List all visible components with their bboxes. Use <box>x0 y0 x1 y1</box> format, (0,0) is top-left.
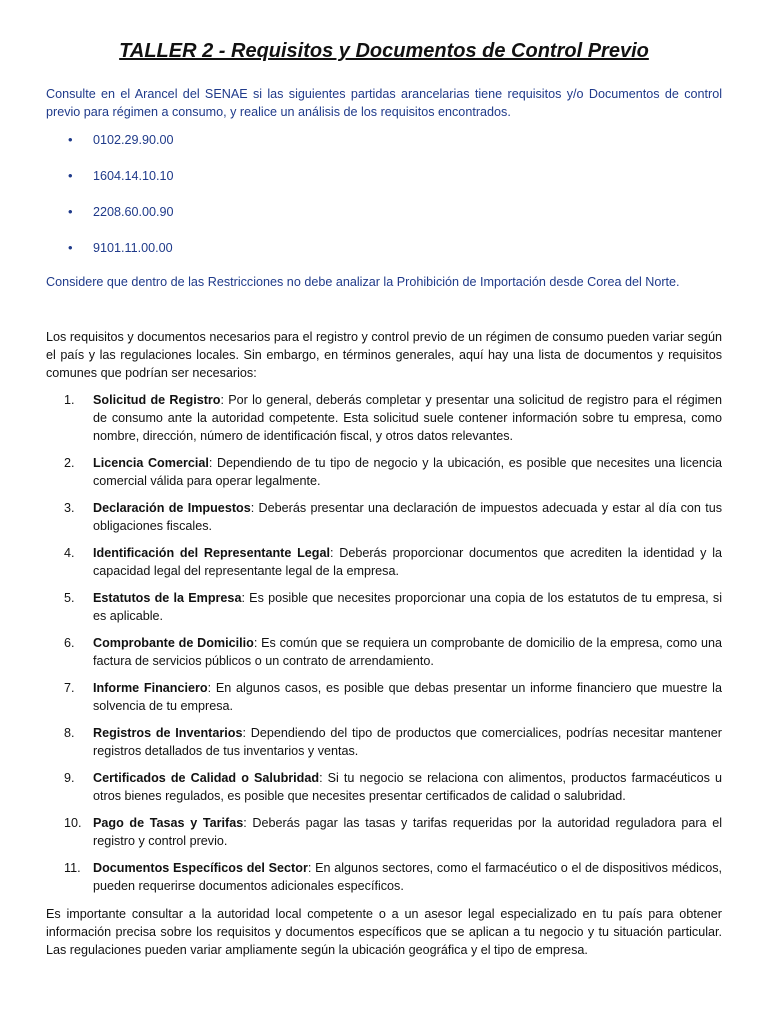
item-term: Estatutos de la Empresa <box>93 591 242 605</box>
list-item <box>46 499 722 535</box>
item-number: 9. <box>64 771 75 785</box>
item-description: : En algunos casos, es posible que debas presentar un informe financiero que muestre la solvencia de tu empresa. <box>93 681 722 713</box>
list-item <box>46 544 722 580</box>
list-item <box>46 589 722 625</box>
item-description: : Dependiendo de tu tipo de negocio y la ubicación, es posible que necesites una licencia comercial válida para operar legalmente. <box>93 456 722 488</box>
item-term: Certificados de Calidad o Salubridad <box>93 771 320 785</box>
item-description: : En algunos sectores, como el farmacéutico o el de dispositivos médicos, pueden requerirse documentos adicionales específicos. <box>93 861 722 893</box>
item-description: : Deberás proporcionar documentos que acrediten la identidad y la capacidad legal del representante legal de la empresa. <box>93 546 722 578</box>
list-item <box>46 814 722 850</box>
item-description: : Es común que se requiera un comprobante de domicilio de la empresa, como una factura de servicios públicos o un contrato de arrendamiento. <box>93 636 722 668</box>
list-item <box>46 724 722 760</box>
item-number: 6. <box>64 636 75 650</box>
item-number: 1. <box>64 393 75 407</box>
list-item <box>46 859 722 895</box>
item-number: 4. <box>64 546 75 560</box>
item-number: 7. <box>64 681 75 695</box>
item-number: 8. <box>64 726 75 740</box>
item-term: Declaración de Impuestos <box>93 501 251 515</box>
list-item <box>46 239 722 275</box>
item-number: 3. <box>64 501 75 515</box>
item-description: : Deberás presentar una declaración de impuestos adecuada y estar al día con tus obligaciones fiscales. <box>93 501 722 533</box>
item-term: Licencia Comercial <box>93 456 209 470</box>
closing-paragraph: Es importante consultar a la autoridad local competente o a un asesor legal especializado en tu país para obtener información precisa sobre los requisitos y documentos específicos que se aplican a tu negocio y tu situación particular. Las regulaciones pueden variar ampliamente según la ubicación geográfica y el tipo de empresa. <box>46 907 722 957</box>
item-term: Comprobante de Domicilio <box>93 636 254 650</box>
bullet-icon: • <box>68 168 73 183</box>
list-item <box>46 454 722 490</box>
tariff-code: 9101.11.00.00 <box>93 241 173 255</box>
restriction-note: Considere que dentro de las Restricciones no debe analizar la Prohibición de Importación desde Corea del Norte. <box>46 275 680 289</box>
item-number: 10. <box>64 816 82 830</box>
list-item <box>46 167 722 203</box>
bullet-icon: • <box>68 240 73 255</box>
item-number: 11. <box>64 861 81 875</box>
bullet-icon: • <box>68 132 73 147</box>
requirements-intro: Los requisitos y documentos necesarios para el registro y control previo de un régimen de consumo pueden variar según el país y las regulaciones locales. Sin embargo, en términos generales, aquí hay una lista de documentos y requisitos comunes que podrían ser necesarios: <box>46 330 722 380</box>
tariff-code: 1604.14.10.10 <box>93 169 174 183</box>
item-description: : Dependiendo del tipo de productos que comercialices, podrías necesitar mantener registros detallados de tus inventarios y ventas. <box>93 726 722 758</box>
list-item <box>46 634 722 670</box>
item-term: Registros de Inventarios <box>93 726 243 740</box>
list-item <box>46 391 722 445</box>
item-term: Pago de Tasas y Tarifas <box>93 816 244 830</box>
item-number: 2. <box>64 456 75 470</box>
item-term: Informe Financiero <box>93 681 208 695</box>
item-number: 5. <box>64 591 75 605</box>
tariff-code-list <box>46 131 722 275</box>
item-description: : Por lo general, deberás completar y presentar una solicitud de registro para el régimen de consumo ante la autoridad competente. Esta solicitud suele contener información sobre tu empresa, como nombre, dirección, número de identificación fiscal, y otros datos relevantes. <box>93 393 722 443</box>
bullet-icon: • <box>68 204 73 219</box>
page-title: TALLER 2 - Requisitos y Documentos de Control Previo <box>119 40 649 62</box>
item-term: Identificación del Representante Legal <box>93 546 330 560</box>
requirements-list <box>46 391 722 904</box>
item-description: : Si tu negocio se relaciona con alimentos, productos farmacéuticos u otros bienes regulados, es posible que necesites presentar certificados de calidad o salubridad. <box>93 771 722 803</box>
list-item <box>46 769 722 805</box>
list-item <box>46 679 722 715</box>
item-description: : Es posible que necesites proporcionar una copia de los estatutos de tu empresa, si es aplicable. <box>93 591 722 623</box>
intro-paragraph: Consulte en el Arancel del SENAE si las siguientes partidas arancelarias tiene requisitos y/o Documentos de control previo para régimen a consumo, y realice un análisis de los requisitos encontrados. <box>46 87 722 119</box>
list-item <box>46 203 722 239</box>
item-description: : Deberás pagar las tasas y tarifas requeridas por la autoridad reguladora para el registro y control previo. <box>93 816 723 848</box>
list-item <box>46 131 722 167</box>
tariff-code: 2208.60.00.90 <box>93 205 174 219</box>
item-term: Solicitud de Registro <box>93 393 221 407</box>
tariff-code: 0102.29.90.00 <box>93 133 174 147</box>
item-term: Documentos Específicos del Sector <box>93 861 308 875</box>
